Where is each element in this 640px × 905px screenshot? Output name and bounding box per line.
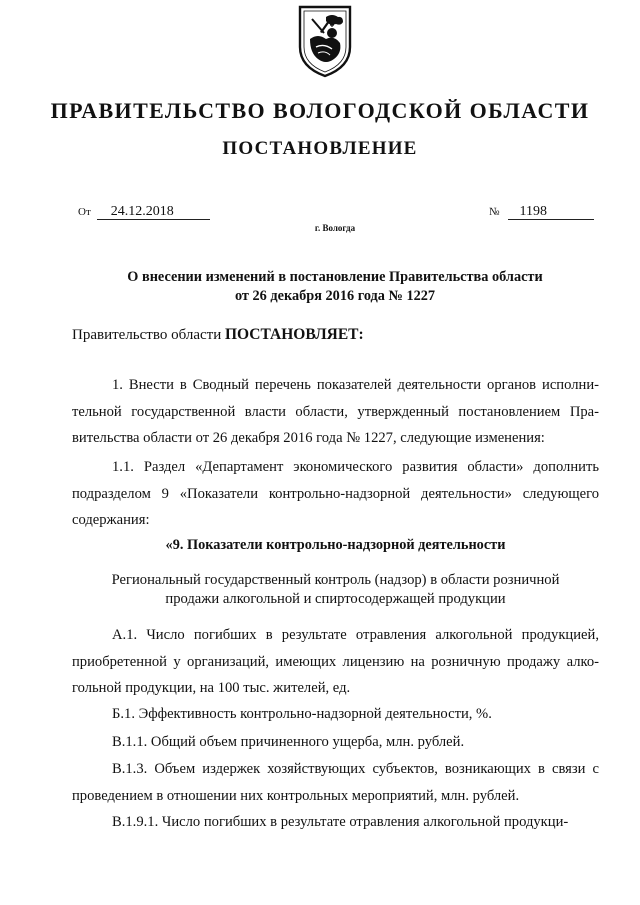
indicator-b1: Б.1. Эффективность контрольно-надзорной деятельности, %. bbox=[112, 706, 492, 722]
date-value: 24.12.2018 bbox=[97, 204, 210, 220]
subject-line-1: О внесении изменений в постановление Правительства области bbox=[127, 269, 543, 285]
number-prefix: № bbox=[489, 206, 500, 218]
indicator-v191: В.1.9.1. Число погибших в результате отравления алкогольной продукци- bbox=[112, 814, 569, 830]
government-title: ПРАВИТЕЛЬСТВО ВОЛОГОДСКОЙ ОБЛАСТИ bbox=[50, 98, 590, 123]
document-type: ПОСТАНОВЛЕНИЕ bbox=[222, 138, 418, 159]
section-heading: «9. Показатели контрольно-надзорной деятельности bbox=[165, 537, 506, 553]
document-subject bbox=[70, 268, 600, 306]
indicator-a1: А.1. Число погибших в результате отравления алкогольной продукцией, приобретенной у организаций, имеющих лицензию на розничную продажу алко-гольной продукции, на 100 тыс. жителей, ед. bbox=[72, 627, 599, 696]
indicator-v13: В.1.3. Объем издержек хозяйствующих субъектов, возникающих в связи с проведением в отношении них контрольных мероприятий, млн. рублей. bbox=[72, 761, 599, 804]
resolution-intro bbox=[72, 326, 364, 344]
paragraph-1: 1. Внести в Сводный перечень показателей деятельности органов исполни-тельной государственной власти области, утвержденный постановлением Пра-вительства области от 26 декабря 2016 года № 1227, следующие изменения: bbox=[72, 377, 599, 446]
coat-of-arms bbox=[296, 3, 354, 79]
coat-of-arms-icon bbox=[296, 3, 354, 79]
paragraph-1-1: 1.1. Раздел «Департамент экономического развития области» дополнить подразделом 9 «Показатели контрольно-надзорной деятельности» следующего содержания: bbox=[72, 459, 599, 528]
subject-line-2: от 26 декабря 2016 года № 1227 bbox=[234, 288, 436, 304]
intro-text: Правительство области bbox=[72, 327, 225, 343]
section-sub-line-1: Региональный государственный контроль (надзор) в области розничной bbox=[111, 572, 560, 588]
section-subheading bbox=[72, 571, 599, 609]
city-label: г. Вологда bbox=[314, 223, 356, 233]
date-prefix: От bbox=[78, 206, 91, 218]
number-field bbox=[489, 204, 594, 220]
section-sub-line-2: продажи алкогольной и спиртосодержащей продукции bbox=[165, 591, 506, 607]
intro-bold: ПОСТАНОВЛЯЕТ: bbox=[224, 326, 364, 343]
number-value: 1198 bbox=[508, 204, 594, 220]
indicator-v11: В.1.1. Общий объем причиненного ущерба, млн. рублей. bbox=[112, 734, 465, 750]
date-field bbox=[78, 204, 210, 220]
